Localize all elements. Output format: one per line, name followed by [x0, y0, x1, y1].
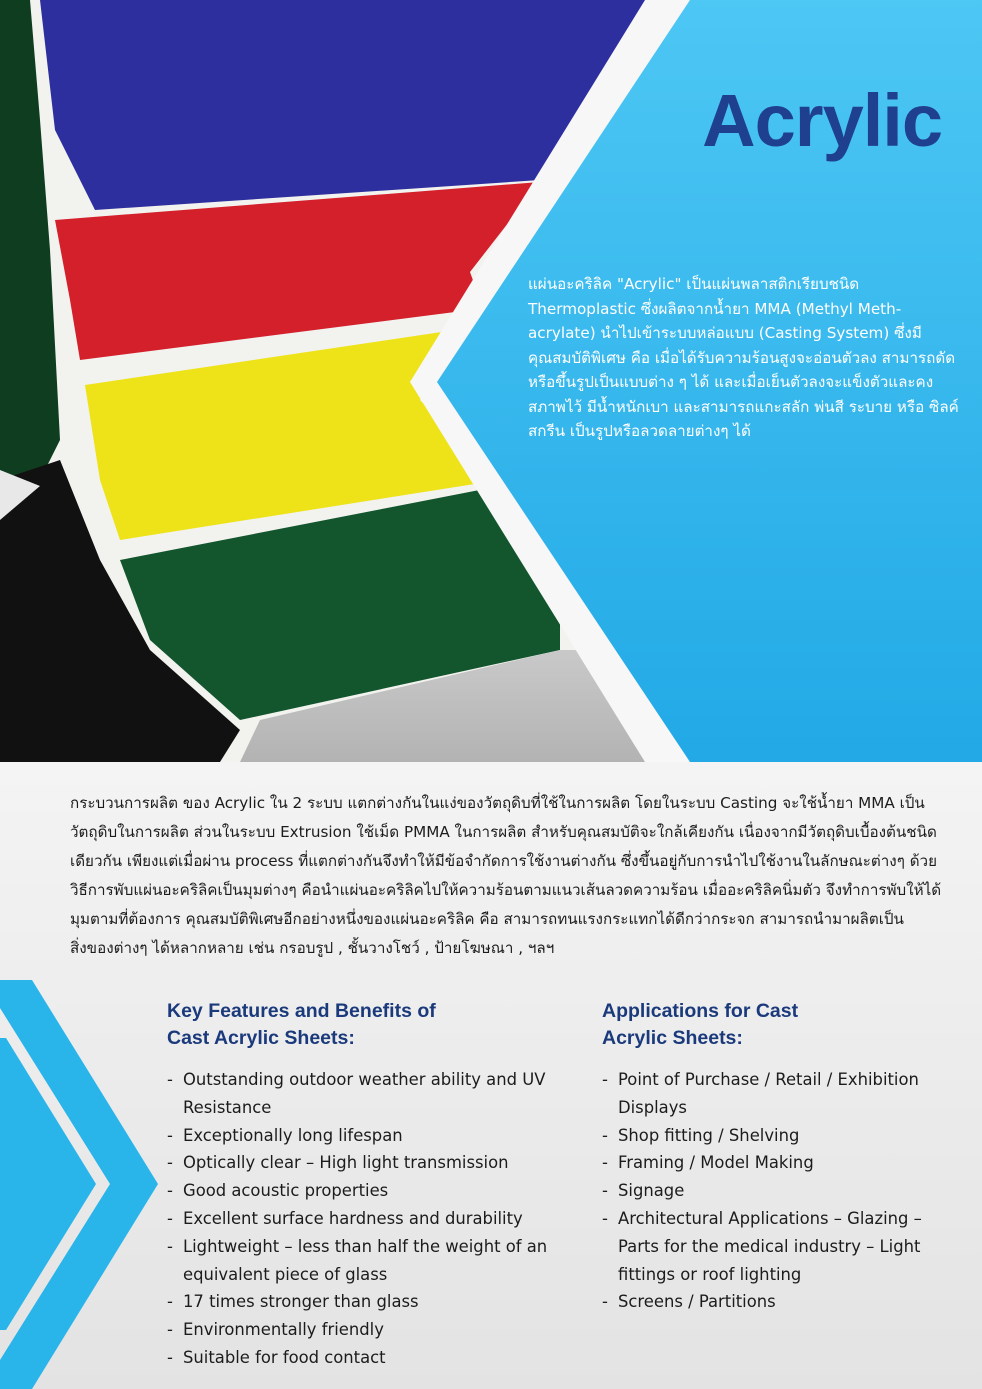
list-item: - Framing / Model Making: [602, 1149, 954, 1177]
list-item: - Outstanding outdoor weather ability and UV Resistance: [167, 1066, 565, 1122]
list-item: - 17 times stronger than glass: [167, 1288, 565, 1316]
list-item: - Suitable for food contact: [167, 1344, 565, 1372]
list-item: - Lightweight – less than half the weight of an equivalent piece of glass: [167, 1233, 565, 1289]
list-item: - Good acoustic properties: [167, 1177, 565, 1205]
applications-heading-line1: Applications for Cast: [602, 1000, 799, 1022]
intro-paragraph: แผ่นอะคริลิค "Acrylic" เป็นแผ่นพลาสติกเรียบชนิด Thermoplastic ซึ่งผลิตจากน้ำยา MMA (Methyl Meth-acrylate) นำไปเข้าระบบหล่อแบบ (Casting System) ซึ่งมีคุณสมบัติพิเศษ คือ เมื่อได้รับความร้อนสูงจะอ่อนตัวลง สามารถดัดหรือขึ้นรูปเป็นแบบต่าง ๆ ได้ และเมื่อเย็นตัวลงจะแข็งตัวและคงสภาพไว้ มีน้ำหนักเบา และสามารถแกะสลัก พ่นสี ระบาย หรือ ซิลค์สกรีน เป็นรูปหรือลวดลายต่างๆ ได้: [528, 275, 959, 440]
page-title: Acrylic: [702, 79, 942, 162]
features-list: [167, 1066, 565, 1372]
applications-list: [602, 1066, 954, 1316]
chevron-arrows-decoration: [0, 980, 160, 1389]
list-item: - Signage: [602, 1177, 954, 1205]
list-item: - Screens / Partitions: [602, 1288, 954, 1316]
applications-heading-line2: Acrylic Sheets:: [602, 1027, 743, 1049]
list-item: - Shop fitting / Shelving: [602, 1122, 954, 1150]
list-item: - Optically clear – High light transmission: [167, 1149, 565, 1177]
features-heading-line1: Key Features and Benefits of: [167, 1000, 436, 1022]
list-item: - Environmentally friendly: [167, 1316, 565, 1344]
applications-heading: [602, 998, 798, 1052]
features-heading: [167, 998, 436, 1052]
features-heading-line2: Cast Acrylic Sheets:: [167, 1027, 355, 1049]
list-item: - Exceptionally long lifespan: [167, 1122, 565, 1150]
list-item: - Excellent surface hardness and durability: [167, 1205, 565, 1233]
list-item: - Architectural Applications – Glazing – Parts for the medical industry – Light fittings or roof lighting: [602, 1205, 954, 1288]
process-paragraph: กระบวนการผลิต ของ Acrylic ใน 2 ระบบ แตกต่างกันในแง่ของวัตถุดิบที่ใช้ในการผลิต โดยในระบบ Casting จะใช้น้ำยา MMA เป็นวัตถุดิบในการผลิต ส่วนในระบบ Extrusion ใช้เม็ด PMMA ในการผลิต สำหรับคุณสมบัติจะใกล้เคียงกัน เนื่องจากมีวัตถุดิบเบื้องต้นชนิดเดียวกัน เพียงแต่เมื่อผ่าน process ที่แตกต่างกันจึงทำให้มีข้อจำกัดการใช้งานต่างกัน ซึ่งขึ้นอยู่กับการนำไปใช้งานในลักษณะต่างๆ ด้วย วิธีการพับแผ่นอะคริลิคเป็นมุมต่างๆ คือนำแผ่นอะคริลิคไปให้ความร้อนตามแนวเส้นลวดความร้อน เมื่ออะคริลิคนิ่มตัว จึงทำการพับให้ได้มุมตามที่ต้องการ คุณสมบัติพิเศษอีกอย่างหนึ่งของแผ่นอะคริลิค คือ สามารถทนแรงกระแทกได้ดีกว่ากระจก สามารถนำมาผลิตเป็นสิ่งของต่างๆ ได้หลากหลาย เช่น กรอบรูป , ชั้นวางโชว์ , ป้ายโฆษณา , ฯลฯ: [70, 794, 942, 957]
list-item: - Point of Purchase / Retail / Exhibition Displays: [602, 1066, 954, 1122]
